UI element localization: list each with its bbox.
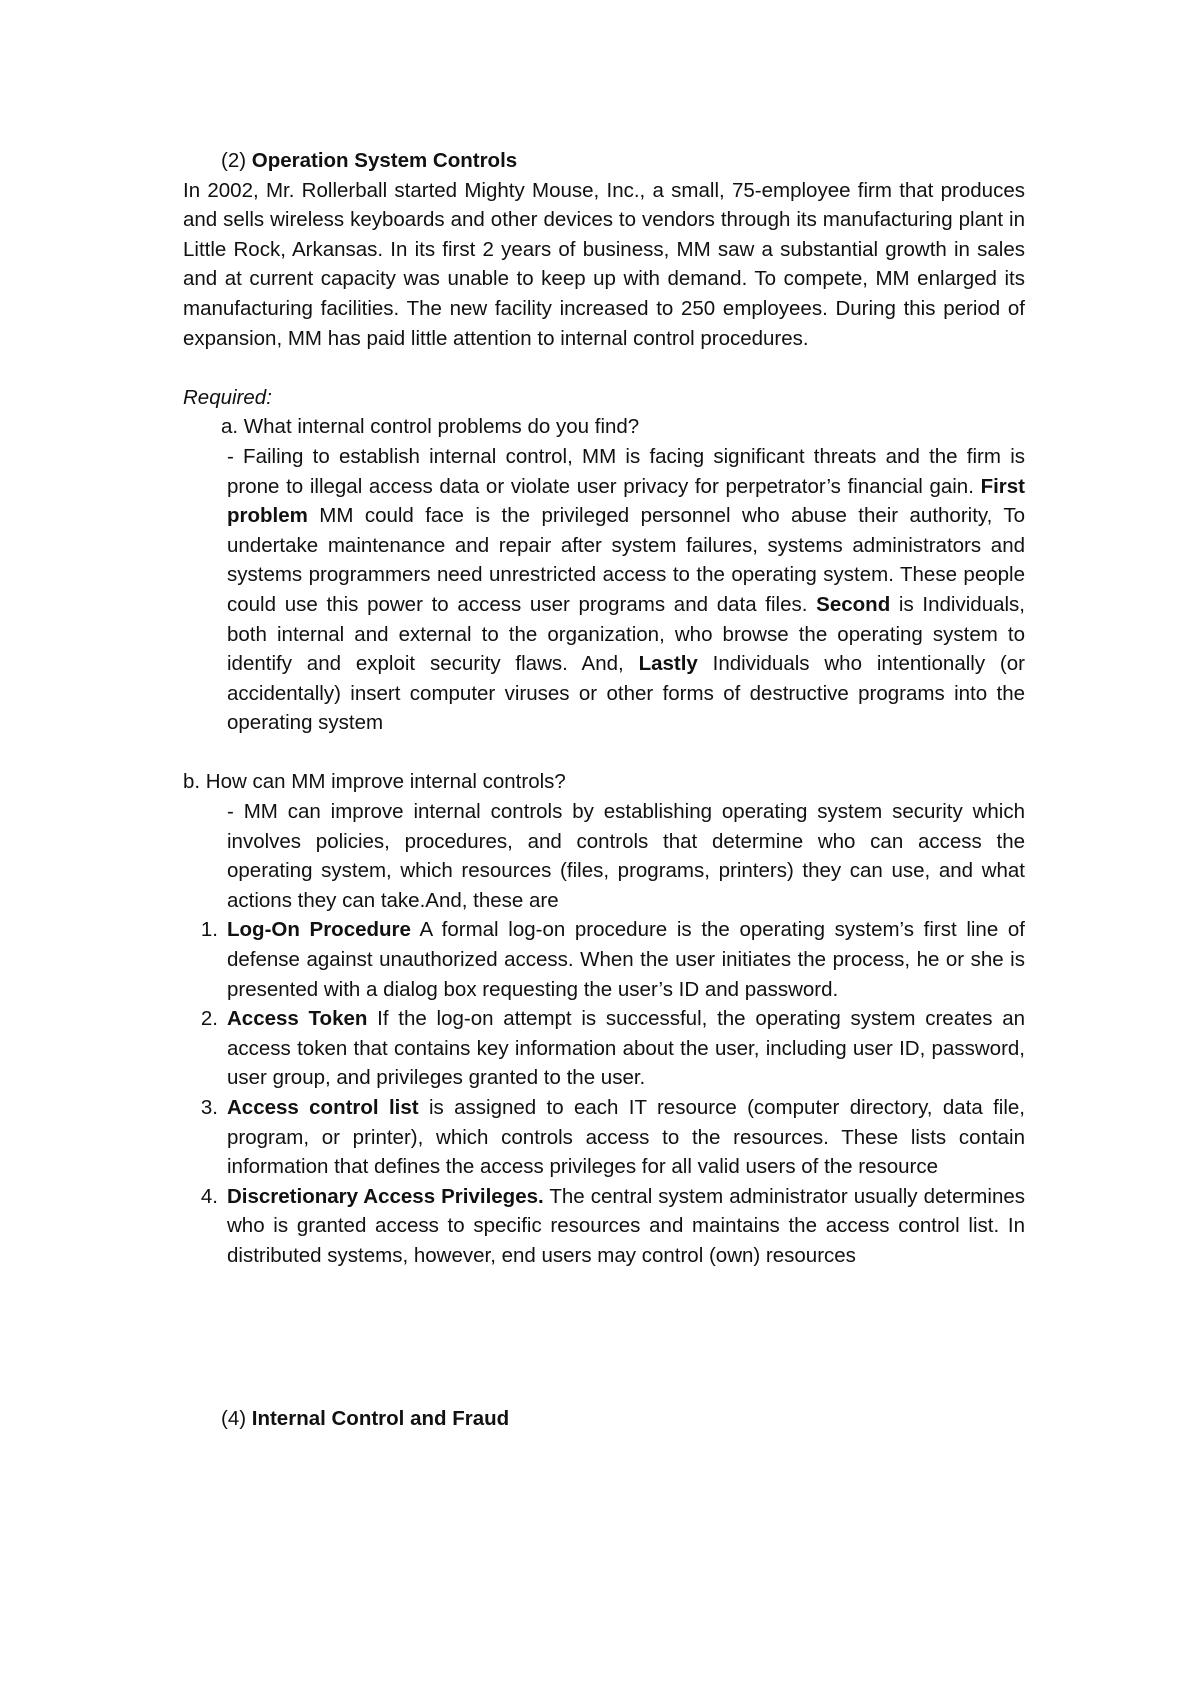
- spacer: [183, 1271, 1025, 1404]
- answer-b-paragraph: - MM can improve internal controls by establishing operating system security which involves policies, procedures, and controls that determine who can access the operating system, which resources (files, programs, printers) they can use, and what actions they can take.And, these are: [227, 800, 1025, 912]
- list-item-text: A formal log-on procedure is the operating system’s first line of defense against unauthorized access. When the user initiates the process, he or she is presented with a dialog box requesting the user’s ID and password.: [227, 918, 1025, 1001]
- list-item-text: The central system administrator usually determines who is granted access to specific resources and maintains the access control list. In distributed systems, however, end users may control (own) resources: [227, 1184, 1025, 1267]
- list-item-title: Access control list: [227, 1096, 419, 1119]
- section-2-number: (2): [221, 149, 247, 172]
- list-item-title: Log-On Procedure: [227, 918, 411, 942]
- first-problem-label: First problem: [227, 474, 1025, 528]
- answer-a-paragraph: [183, 442, 1025, 738]
- second-label: Second: [816, 592, 891, 616]
- list-item: [183, 915, 1025, 1004]
- list-item-number: 1.: [200, 918, 218, 942]
- lastly-label: Lastly: [638, 652, 698, 676]
- answer-a-part4: Individuals who intentionally (or accidentally) insert computer viruses or other forms of destructive programs into the operating system: [227, 652, 1025, 735]
- section-4-heading: [183, 1404, 1025, 1434]
- section-4-number: (4): [221, 1406, 247, 1430]
- list-item: [183, 1182, 1025, 1271]
- section-4-title: Internal Control and Fraud: [251, 1406, 510, 1430]
- list-item-text: If the log-on attempt is successful, the operating system creates an access token that contains key information about the user, including user ID, password, user group, and privileges granted to the user.: [227, 1007, 1025, 1090]
- answer-a-part3: is Individuals, both internal and external to the organization, who browse the operating system to identify and exploit security flaws. And,: [227, 592, 1025, 676]
- answer-a-part2: MM could face is the privileged personnel who abuse their authority, To undertake maintenance and repair after system failures, systems administrators and systems programmers need unrestricted access to the operating system. These people could use this power to access user programs and data files.: [227, 504, 1025, 616]
- document-page: [183, 146, 1025, 1433]
- section-2-heading: [183, 146, 1025, 176]
- section-2-title: Operation System Controls: [251, 149, 518, 172]
- answer-a-part1: - Failing to establish internal control, MM is facing significant threats and the firm is prone to illegal access data or violate user privacy for perpetrator’s financial gain.: [227, 444, 1025, 498]
- controls-list: [183, 915, 1025, 1270]
- list-item-number: 3.: [200, 1096, 218, 1119]
- list-item-text: is assigned to each IT resource (computer directory, data file, program, or printer), which controls access to the resources. These lists contain information that defines the access privileges for all valid users of the resource: [227, 1096, 1025, 1179]
- question-b: b. How can MM improve internal controls?: [183, 770, 566, 794]
- spacer: [183, 738, 1025, 768]
- case-intro-paragraph: In 2002, Mr. Rollerball started Mighty Mouse, Inc., a small, 75-employee firm that produces and sells wireless keyboards and other devices to vendors through its manufacturing plant in Little Rock, Arkansas. In its first 2 years of business, MM saw a substantial growth in sales and at current capacity was unable to keep up with demand. To compete, MM enlarged its manufacturing facilities. The new facility increased to 250 employees. During this period of expansion, MM has paid little attention to internal control procedures.: [183, 178, 1025, 350]
- list-item-number: 4.: [200, 1184, 218, 1208]
- question-a: a. What internal control problems do you find?: [221, 415, 640, 439]
- list-item: [183, 1004, 1025, 1093]
- list-item-title: Discretionary Access Privileges.: [227, 1184, 544, 1208]
- required-label: Required:: [183, 385, 272, 409]
- spacer: [183, 353, 1025, 383]
- list-item-number: 2.: [200, 1007, 218, 1031]
- list-item: [183, 1093, 1025, 1182]
- list-item-title: Access Token: [227, 1007, 368, 1031]
